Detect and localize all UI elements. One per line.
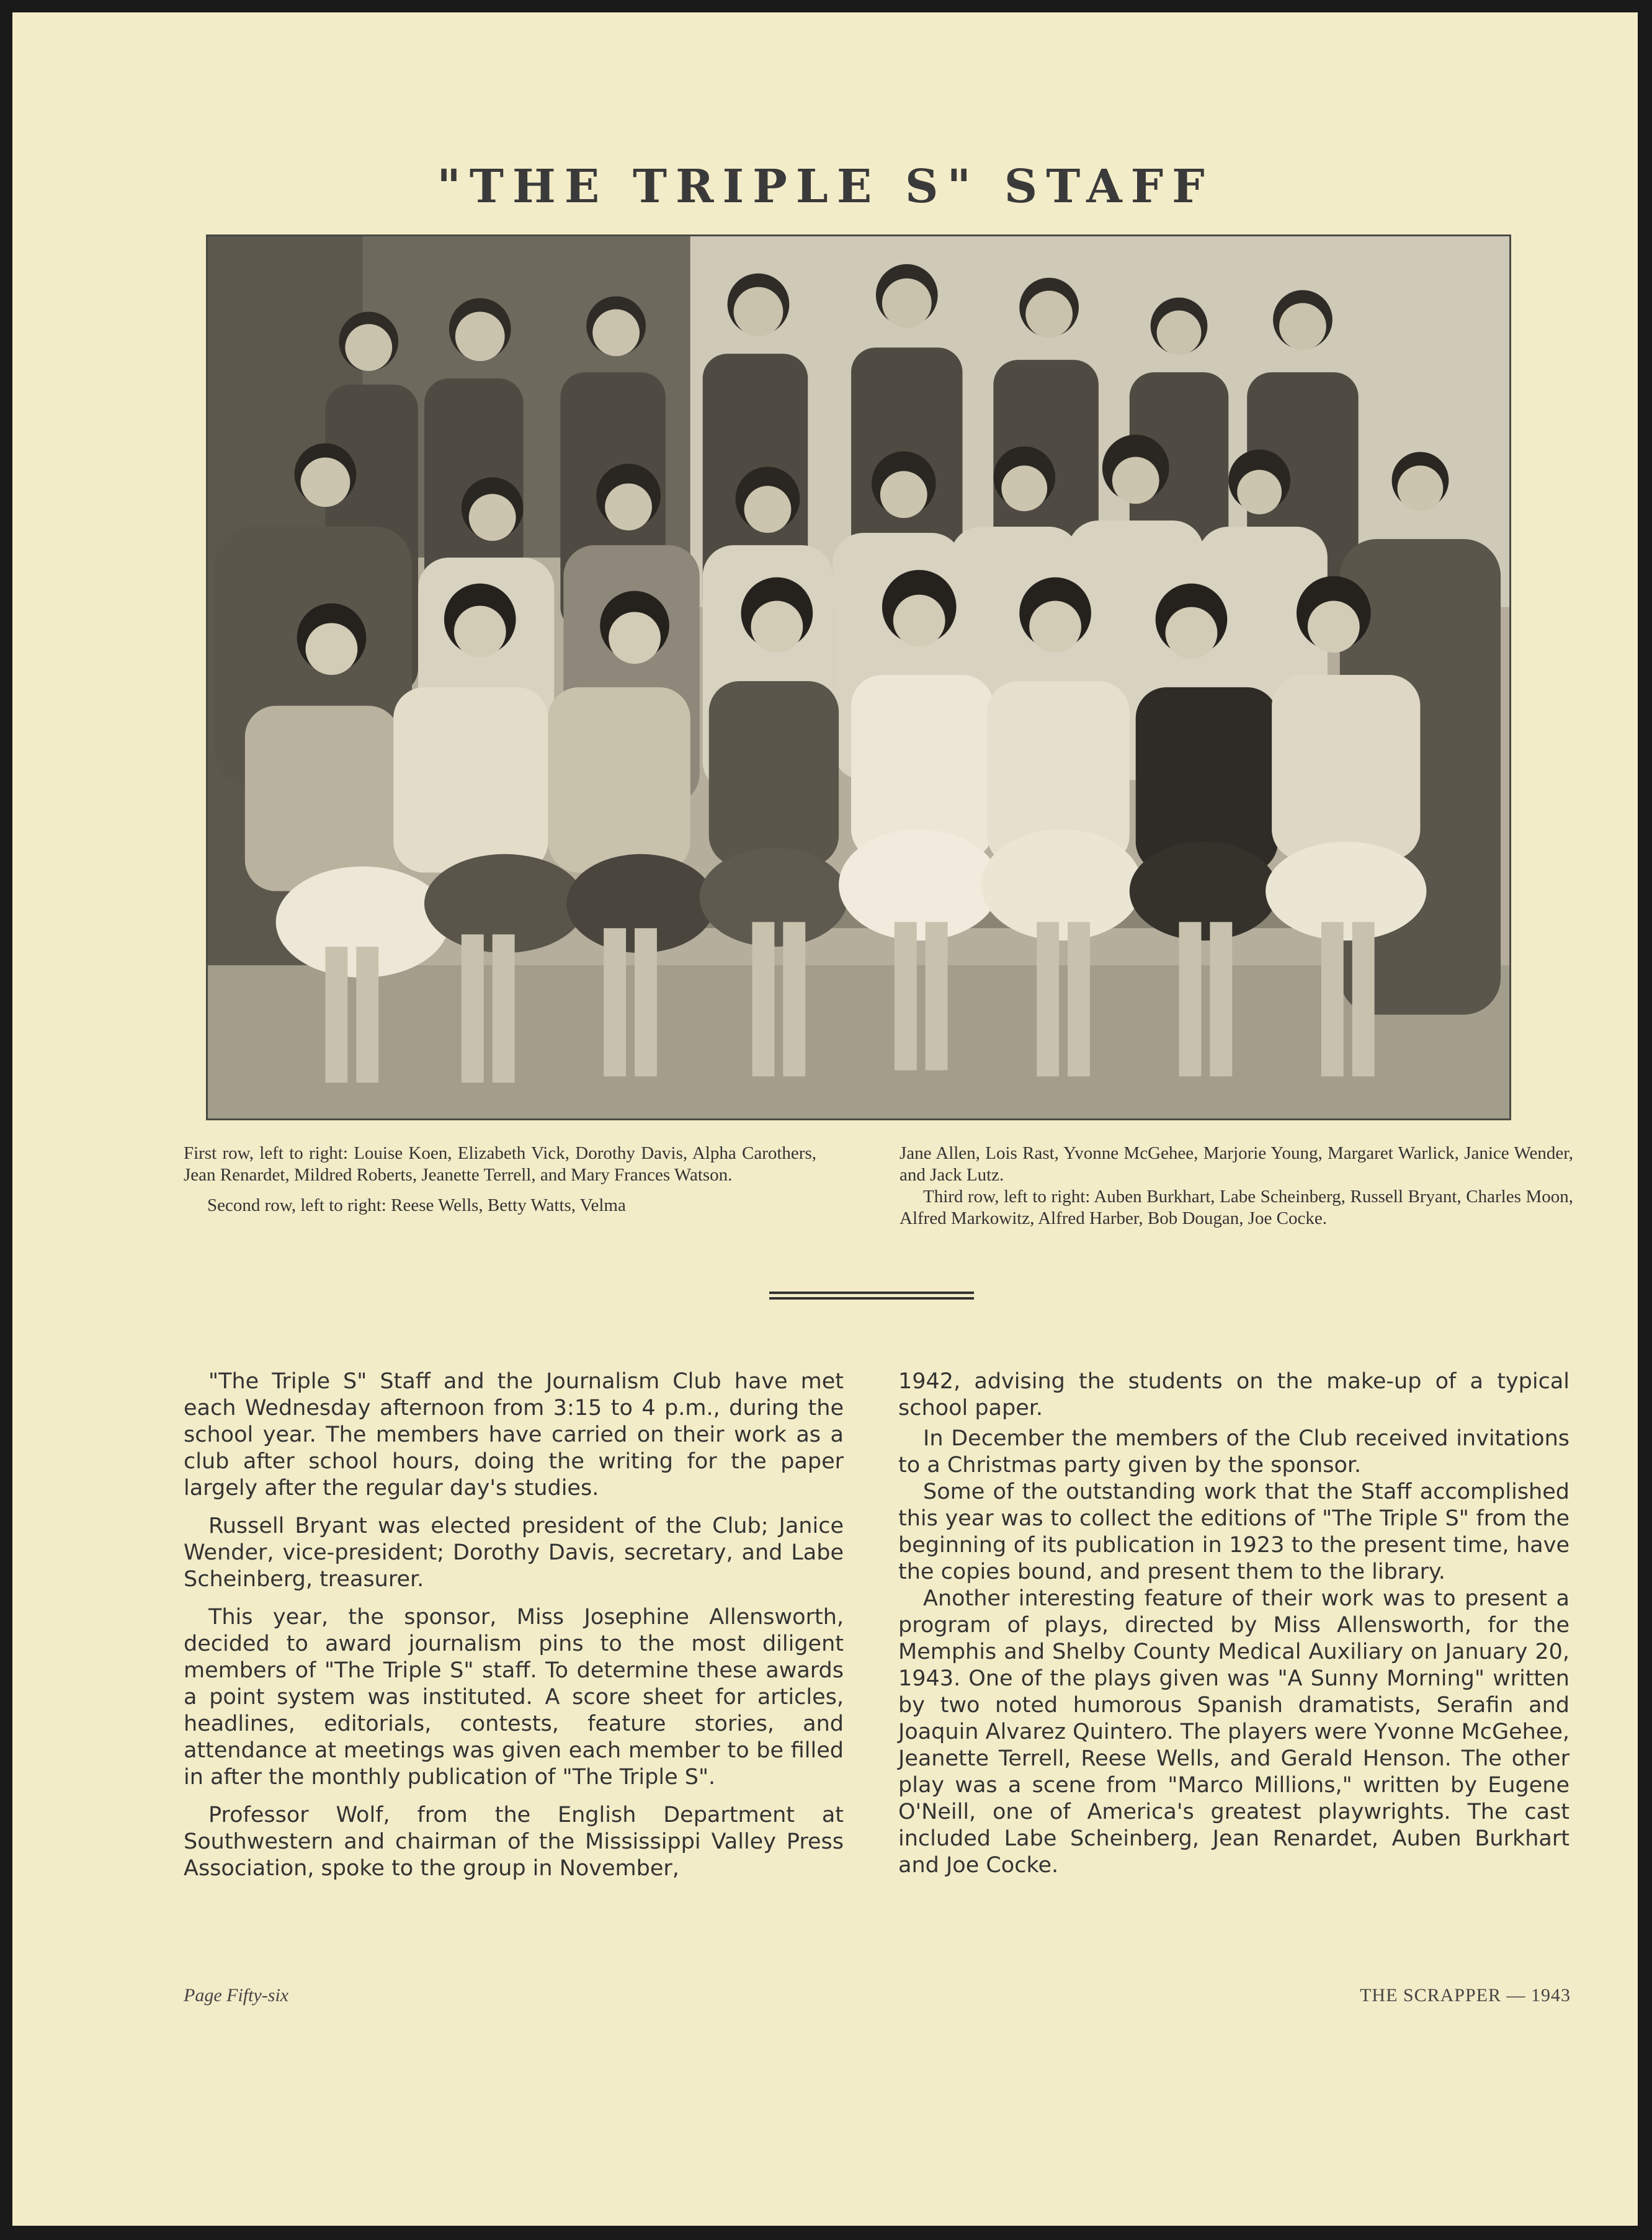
- article-column-right: [898, 1368, 1569, 1890]
- paragraph: Russell Bryant was elected president of the Club; Janice Wender, vice-president; Dorothy Davis, secretary, and Labe Scheinberg, treasurer.: [184, 1514, 844, 1592]
- paragraph: "The Triple S" Staff and the Journalism Club have met each Wednesday afternoon from 3:15 to 4 p.m., during the school year. The members have carried on their work as a club after school hours, doing the writing for the paper largely after the regular day's studies.: [184, 1369, 844, 1501]
- paragraph: 1942, advising the students on the make-up of a typical school paper.: [898, 1369, 1569, 1421]
- paragraph: Some of the outstanding work that the Staff accomplished this year was to collect the editions of "The Triple S" from the beginning of its publication in 1923 to the present time, have the copies bound, and present them to the library.: [898, 1479, 1569, 1584]
- paragraph: This year, the sponsor, Miss Josephine Allensworth, decided to award journalism pins to the most diligent members of "The Triple S" staff. To determine these awards a point system was instituted. A score sheet for articles, headlines, editorials, contests, feature stories, and attendance at meetings was given each member to be filled in after the monthly publication of "The Triple S".: [184, 1605, 844, 1790]
- paragraph: Professor Wolf, from the English Department at Southwestern and chairman of the Mississippi Valley Press Association, spoke to the group in November,: [184, 1803, 844, 1881]
- page-number: Page Fifty-six: [184, 1985, 289, 2006]
- yearbook-page: [12, 12, 1638, 2226]
- photo-caption-right: [900, 1143, 1573, 1238]
- page-title: "THE TRIPLE S" STAFF: [437, 160, 1213, 213]
- paragraph: Another interesting feature of their work was to present a program of plays, directed by Miss Allensworth, for the Memphis and Shelby County Medical Auxiliary on January 20, 1943. One of the plays given was "A Sunny Morning" written by two noted humorous Spanish dramatists, Serafin and Joaquin Alvarez Quintero. The players were Yvonne McGehee, Jeanette Terrell, Reese Wells, and Gerald Henson. The other play was a scene from "Marco Millions," written by Eugene O'Neill, one of America's greatest playwrights. The cast included Labe Scheinberg, Jean Renardet, Auben Burkhart and Joe Cocke.: [898, 1586, 1569, 1878]
- caption-third-row: Third row, left to right: Auben Burkhart, Labe Scheinberg, Russell Bryant, Charles Moon, Alfred Markowitz, Alfred Harber, Bob Dougan, Joe Cocke.: [900, 1187, 1573, 1228]
- caption-second-row-end: Jane Allen, Lois Rast, Yvonne McGehee, Marjorie Young, Margaret Warlick, Janice Wender, and Jack Lutz.: [900, 1143, 1573, 1185]
- photo-caption-left: [184, 1143, 816, 1225]
- article-column-left: [184, 1368, 844, 1893]
- section-divider: [769, 1292, 974, 1300]
- caption-second-row-start: Second row, left to right: Reese Wells, Betty Watts, Velma: [207, 1195, 626, 1215]
- group-photo: [206, 234, 1511, 1120]
- paragraph: In December the members of the Club received invitations to a Christmas party given by the sponsor.: [898, 1426, 1569, 1478]
- caption-first-row: First row, left to right: Louise Koen, Elizabeth Vick, Dorothy Davis, Alpha Carothers, Jean Renardet, Mildred Roberts, Jeanette Terrell, and Mary Frances Watson.: [184, 1143, 816, 1185]
- publication-footer: THE SCRAPPER — 1943: [1360, 1985, 1571, 2006]
